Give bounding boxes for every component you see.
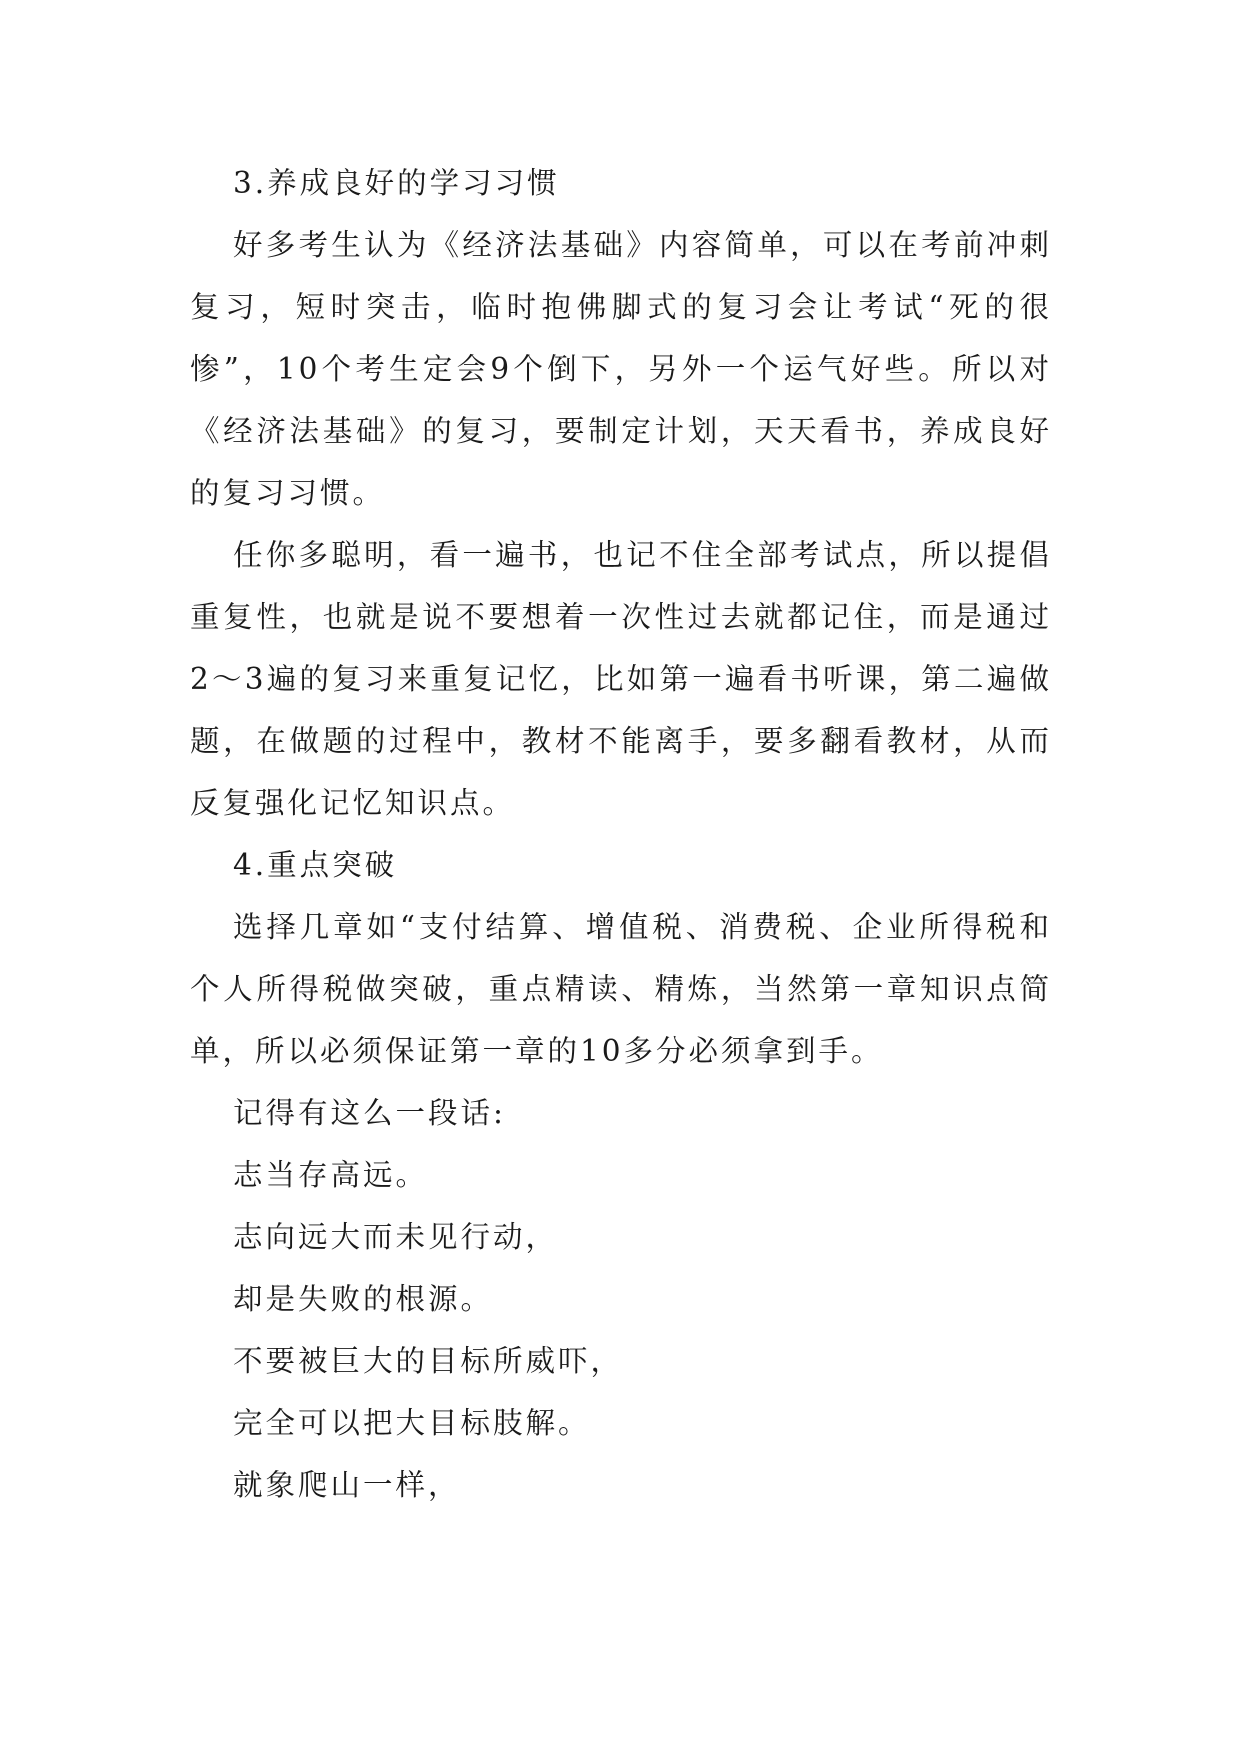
quote-line-2: 志向远大而未见行动， bbox=[233, 1220, 559, 1254]
quote-line-1: 志当存高远。 bbox=[233, 1158, 429, 1192]
paragraph-habit-2: 任你多聪明，看一遍书，也记不住全部考试点，所以提倡重复性，也就是说不要想着一次性过去就都记住，而是通过2～3遍的复习来重复记忆，比如第一遍看书听课，第二遍做题，在做题的过程中，教材不能离手，要多翻看教材，从而反复强化记忆知识点。 bbox=[190, 538, 1052, 820]
quote-line-3: 却是失败的根源。 bbox=[233, 1282, 494, 1316]
paragraph-habit-1: 好多考生认为《经济法基础》内容简单，可以在考前冲刺复习，短时突击，临时抱佛脚式的复习会让考试“死的很惨”，10个考生定会9个倒下，另外一个运气好些。所以对《经济法基础》的复习，要制定计划，天天看书，养成良好的复习习惯。 bbox=[190, 228, 1052, 510]
document-body bbox=[190, 152, 1052, 1516]
quote-line-6: 就象爬山一样， bbox=[233, 1468, 461, 1502]
quote-line-5: 完全可以把大目标肢解。 bbox=[233, 1406, 591, 1440]
quote-line-4: 不要被巨大的目标所威吓， bbox=[233, 1344, 624, 1378]
paragraph-focus: 选择几章如“支付结算、增值税、消费税、企业所得税和个人所得税做突破，重点精读、精炼，当然第一章知识点简单，所以必须保证第一章的10多分必须拿到手。 bbox=[190, 910, 1052, 1068]
section-heading-4: 4.重点突破 bbox=[233, 848, 398, 882]
section-heading-3: 3.养成良好的学习习惯 bbox=[233, 166, 560, 200]
quote-intro: 记得有这么一段话: bbox=[233, 1096, 506, 1130]
